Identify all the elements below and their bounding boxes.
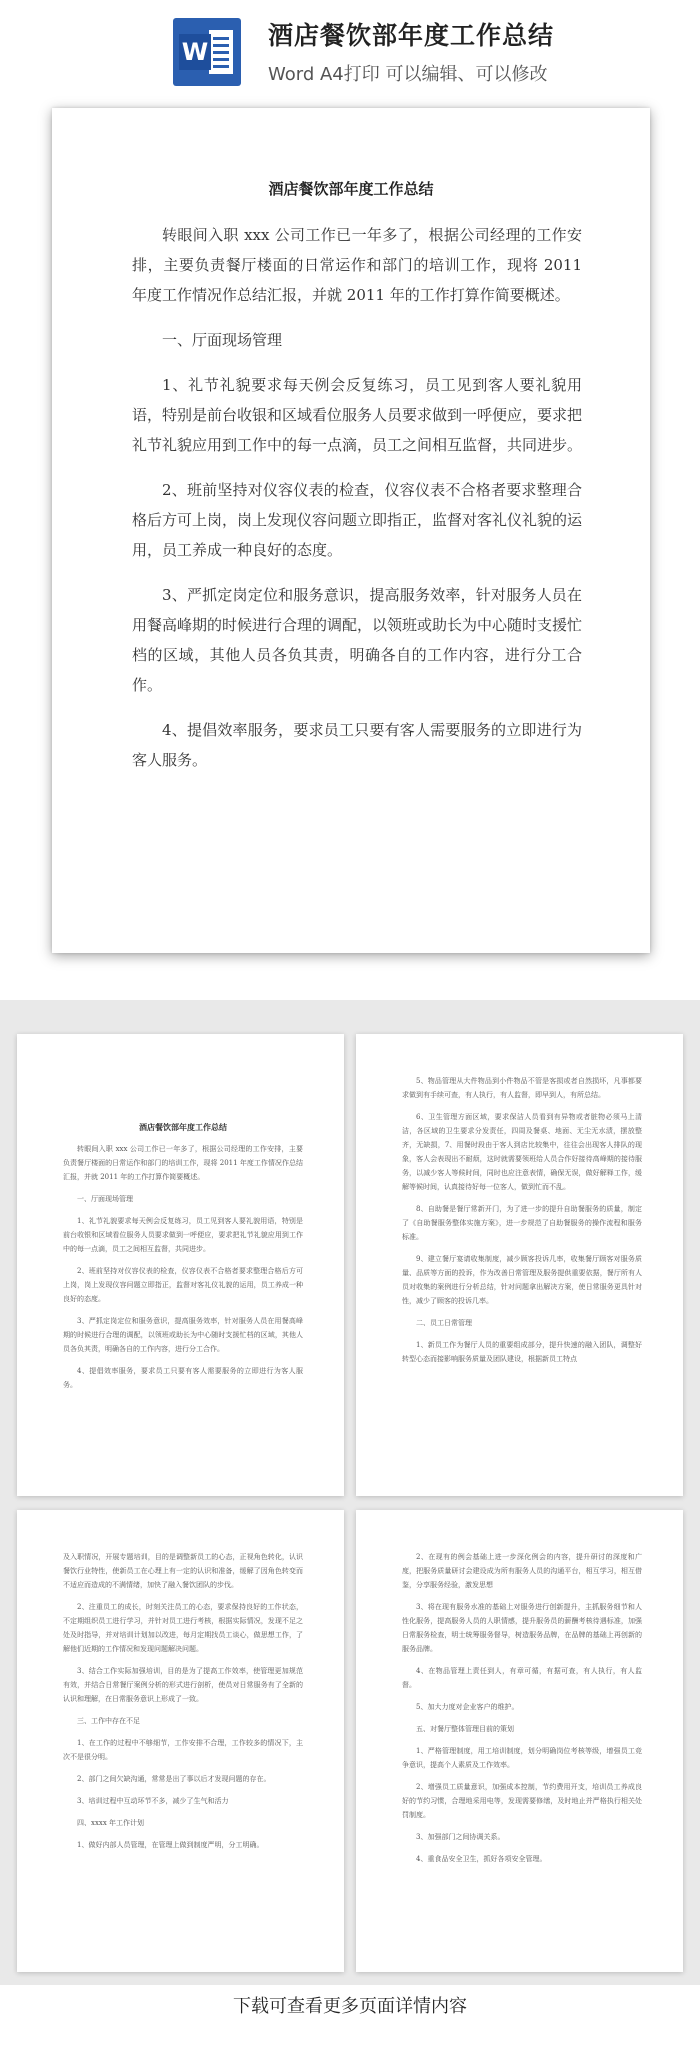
document-title: 酒店餐饮部年度工作总结: [268, 180, 434, 198]
section-heading: 三、工作中存在不足: [77, 1717, 140, 1725]
paragraph: 2、部门之间欠缺沟通，常常是出了事以后才发现问题的存在。: [77, 1775, 271, 1783]
word-icon-letter: W: [181, 38, 209, 66]
section-heading: 五、对餐厅整体管理目前的策划: [416, 1725, 514, 1733]
paragraph: 5、加大力度对企业客户的维护。: [416, 1703, 519, 1711]
paragraph: 9、建立餐厅宴请收集制度，减少顾客投诉几率，收集餐厅顾客对服务质量、品质等方面的投诉，作为改善日常管理及服务提供重要依据，餐厅所有人员对收集的案例进行分析总结，针对问题拿出解决方案，使日常服务更具针对性，减少了顾客的投诉几率。: [402, 1255, 642, 1305]
paragraph: 转眼间入职 xxx 公司工作已一年多了，根据公司经理的工作安排，主要负责餐厅楼面的日常运作和部门的培训工作，现将 2011 年度工作情况作总结汇报，并就 2011 年的工作打算作简要概述。: [63, 1145, 303, 1181]
section-heading: 一、厅面现场管理: [77, 1195, 133, 1203]
main-page-preview: [52, 108, 650, 953]
header: [0, 0, 700, 100]
paragraph: 8、自助餐是餐厅常新开门，为了进一步的提升自助餐服务的质量，制定了《自助餐服务整体实施方案》，进一步规范了自助餐服务的操作流程和服务标准。: [402, 1205, 642, 1241]
paragraph: 4、提倡效率服务，要求员工只要有客人需要服务的立即进行为客人服务。: [132, 721, 582, 769]
paragraph: 1、在工作的过程中不够细节，工作安排不合理，工作较多的情况下，主次不是很分明。: [63, 1739, 303, 1761]
section-heading: 二、员工日常管理: [416, 1319, 472, 1327]
paragraph: 3、严抓定岗定位和服务意识，提高服务效率，针对服务人员在用餐高峰期的时候进行合理的调配，以领班或助长为中心随时支援忙档的区域，其他人员各负其责，明确各自的工作内容，进行分工合作。: [63, 1317, 303, 1353]
paragraph: 1、做好内部人员管理，在管理上做到制度严明，分工明确。: [77, 1841, 264, 1849]
page-thumbnail-3[interactable]: [17, 1510, 344, 1972]
paragraph: 1、礼节礼貌要求每天例会反复练习，员工见到客人要礼貌用语，特别是前台收银和区域看位服务人员要求做到一呼便应，要求把礼节礼貌应用到工作中的每一点滴，员工之间相互监督，共同进步。: [63, 1217, 303, 1253]
paragraph: 3、严抓定岗定位和服务意识，提高服务效率，针对服务人员在用餐高峰期的时候进行合理的调配，以领班或助长为中心随时支援忙档的区域，其他人员各负其责，明确各自的工作内容，进行分工合作。: [132, 586, 583, 694]
document-body: [132, 220, 582, 790]
header-subtitle: Word A4打印 可以编辑、可以修改: [268, 64, 548, 85]
thumbnail-title: 酒店餐饮部年度工作总结: [139, 1122, 227, 1132]
paragraph: 3、结合工作实际加强培训，目的是为了提高工作效率，使管理更加规范有效，并结合日常餐厅案例分析的形式进行剖析，使员对日常服务有了全新的认识和理解，在日常服务意识上形成了一致。: [63, 1667, 303, 1703]
paragraph: 5、物品管理从大件物品到小件物品不管是客损或者自然损坏，凡事都要求做到有手续可查，有人执行，有人监督，即早到人，有所总结。: [402, 1077, 642, 1099]
thumbnail-body: [402, 1074, 642, 1374]
thumbnail-body: [63, 1550, 303, 1860]
paragraph: 4、重食品安全卫生，抓好各项安全管理。: [416, 1855, 547, 1863]
paragraph: 4、提倡效率服务，要求员工只要有客人需要服务的立即进行为客人服务。: [63, 1367, 303, 1389]
paragraph: 2、班前坚持对仪容仪表的检查，仪容仪表不合格者要求整理合格后方可上岗，岗上发现仪容问题立即指正，监督对客礼仪礼貌的运用，员工养成一种良好的态度。: [63, 1267, 303, 1303]
paragraph: 4、在物品管理上责任到人，有章可循，有据可查，有人执行，有人监督。: [402, 1667, 642, 1689]
section-heading: 四、xxxx 年工作计划: [77, 1819, 145, 1827]
thumbnail-body: [63, 1076, 303, 1400]
thumbnail-body: [402, 1550, 642, 1874]
paragraph: 转眼间入职 xxx 公司工作已一年多了，根据公司经理的工作安排，主要负责餐厅楼面的日常运作和部门的培训工作，现将 2011 年度工作情况作总结汇报，并就 2011 年的工作打算作简要概述。: [132, 226, 582, 304]
word-document-icon: [173, 18, 241, 86]
download-more-link[interactable]: 下载可查看更多页面详情内容: [233, 1996, 467, 2017]
section-heading: 一、厅面现场管理: [162, 331, 283, 349]
paragraph: 1、新员工作为餐厅人员的重要组成部分，提升快速的融入团队，调整好转型心态而接影响服务质量及团队建设，根据新员工特点: [402, 1341, 642, 1363]
paragraph: 1、严格管理制度，用工培训制度，划分明确岗位考核等级，增强员工竞争意识，提高个人素质及工作效率。: [402, 1747, 642, 1769]
paragraph: 2、增强员工质量意识，加强成本控制，节约费用开支，培训员工养成良好的节约习惯，合理地采用电等，发现需要修缮，及时地止并严格执行相关处罚制度。: [402, 1783, 642, 1819]
paragraph: 1、礼节礼貌要求每天例会反复练习，员工见到客人要礼貌用语，特别是前台收银和区域看位服务人员要求做到一呼便应，要求把礼节礼貌应用到工作中的每一点滴，员工之间相互监督，共同进步。: [132, 376, 583, 454]
paragraph: 3、培训过程中互动环节不多，减少了生气和活力: [77, 1797, 229, 1805]
page-thumbnail-4[interactable]: [356, 1510, 683, 1972]
paragraph: 2、在现有的例会基础上进一步深化例会的内容，提升研讨的深度和广度，把服务质量研讨会建设成为所有服务人员的沟通平台，相互学习，相互借鉴，分享服务经验，激发思想: [402, 1553, 642, 1589]
page-thumbnail-1[interactable]: [17, 1034, 344, 1496]
header-title: 酒店餐饮部年度工作总结: [268, 21, 555, 50]
paragraph: 及入职情况，开展专题培训，目的是调整新员工的心态，正视角色转化，认识餐饮行业特性，使新员工在心理上有一定的认识和准备，缓解了因角色转变而不适应而造成的不满情绪，加快了融入餐饮团队的步伐。: [63, 1553, 303, 1589]
paragraph: 3、将在现有服务水准的基础上对服务进行创新提升，主抓服务细节和人性化服务，提高服务人员的人职情感，提升服务员的薪酬考核待遇标准，加强日常服务检查，明士统筹服务督导，树造服务品牌，在品牌的基础上再创新的服务品牌。: [402, 1603, 642, 1653]
paragraph: 2、班前坚持对仪容仪表的检查，仪容仪表不合格者要求整理合格后方可上岗，岗上发现仪容问题立即指正，监督对客礼仪礼貌的运用，员工养成一种良好的态度。: [132, 481, 583, 559]
page-thumbnail-2[interactable]: [356, 1034, 683, 1496]
paragraph: 2、注重员工的成长，时刻关注员工的心态，要求保持良好的工作状态，不定期组织员工进行学习，并针对员工进行考核，根据实际情况，发现不足之处及时指导，并对培训计划加以改进，每月定期找员工谈心，做思想工作，了解他们近期的工作情况和发现问题解决问题。: [63, 1603, 303, 1653]
paragraph: 6、卫生管理方面区域，要求保洁人员看到有异物或者脏物必须马上清洁，各区域的卫生要求分发责任，四周及餐桌、地面、无尘无水渍，摆放整齐，无缺损，7、用餐时段由于客人到店比较集中，往往会出现客人排队的现象，客人会表现出不耐烦，这时就需要领班给人员合作好接待高峰期的接待服务，以减少客人等候时间，同时也应注意表情，确保无误，做好解释工作，缓解等候时间，认真接待好每一位客人，做到忙而不乱。: [402, 1113, 642, 1191]
paragraph: 3、加强部门之间协调关系。: [416, 1833, 505, 1841]
